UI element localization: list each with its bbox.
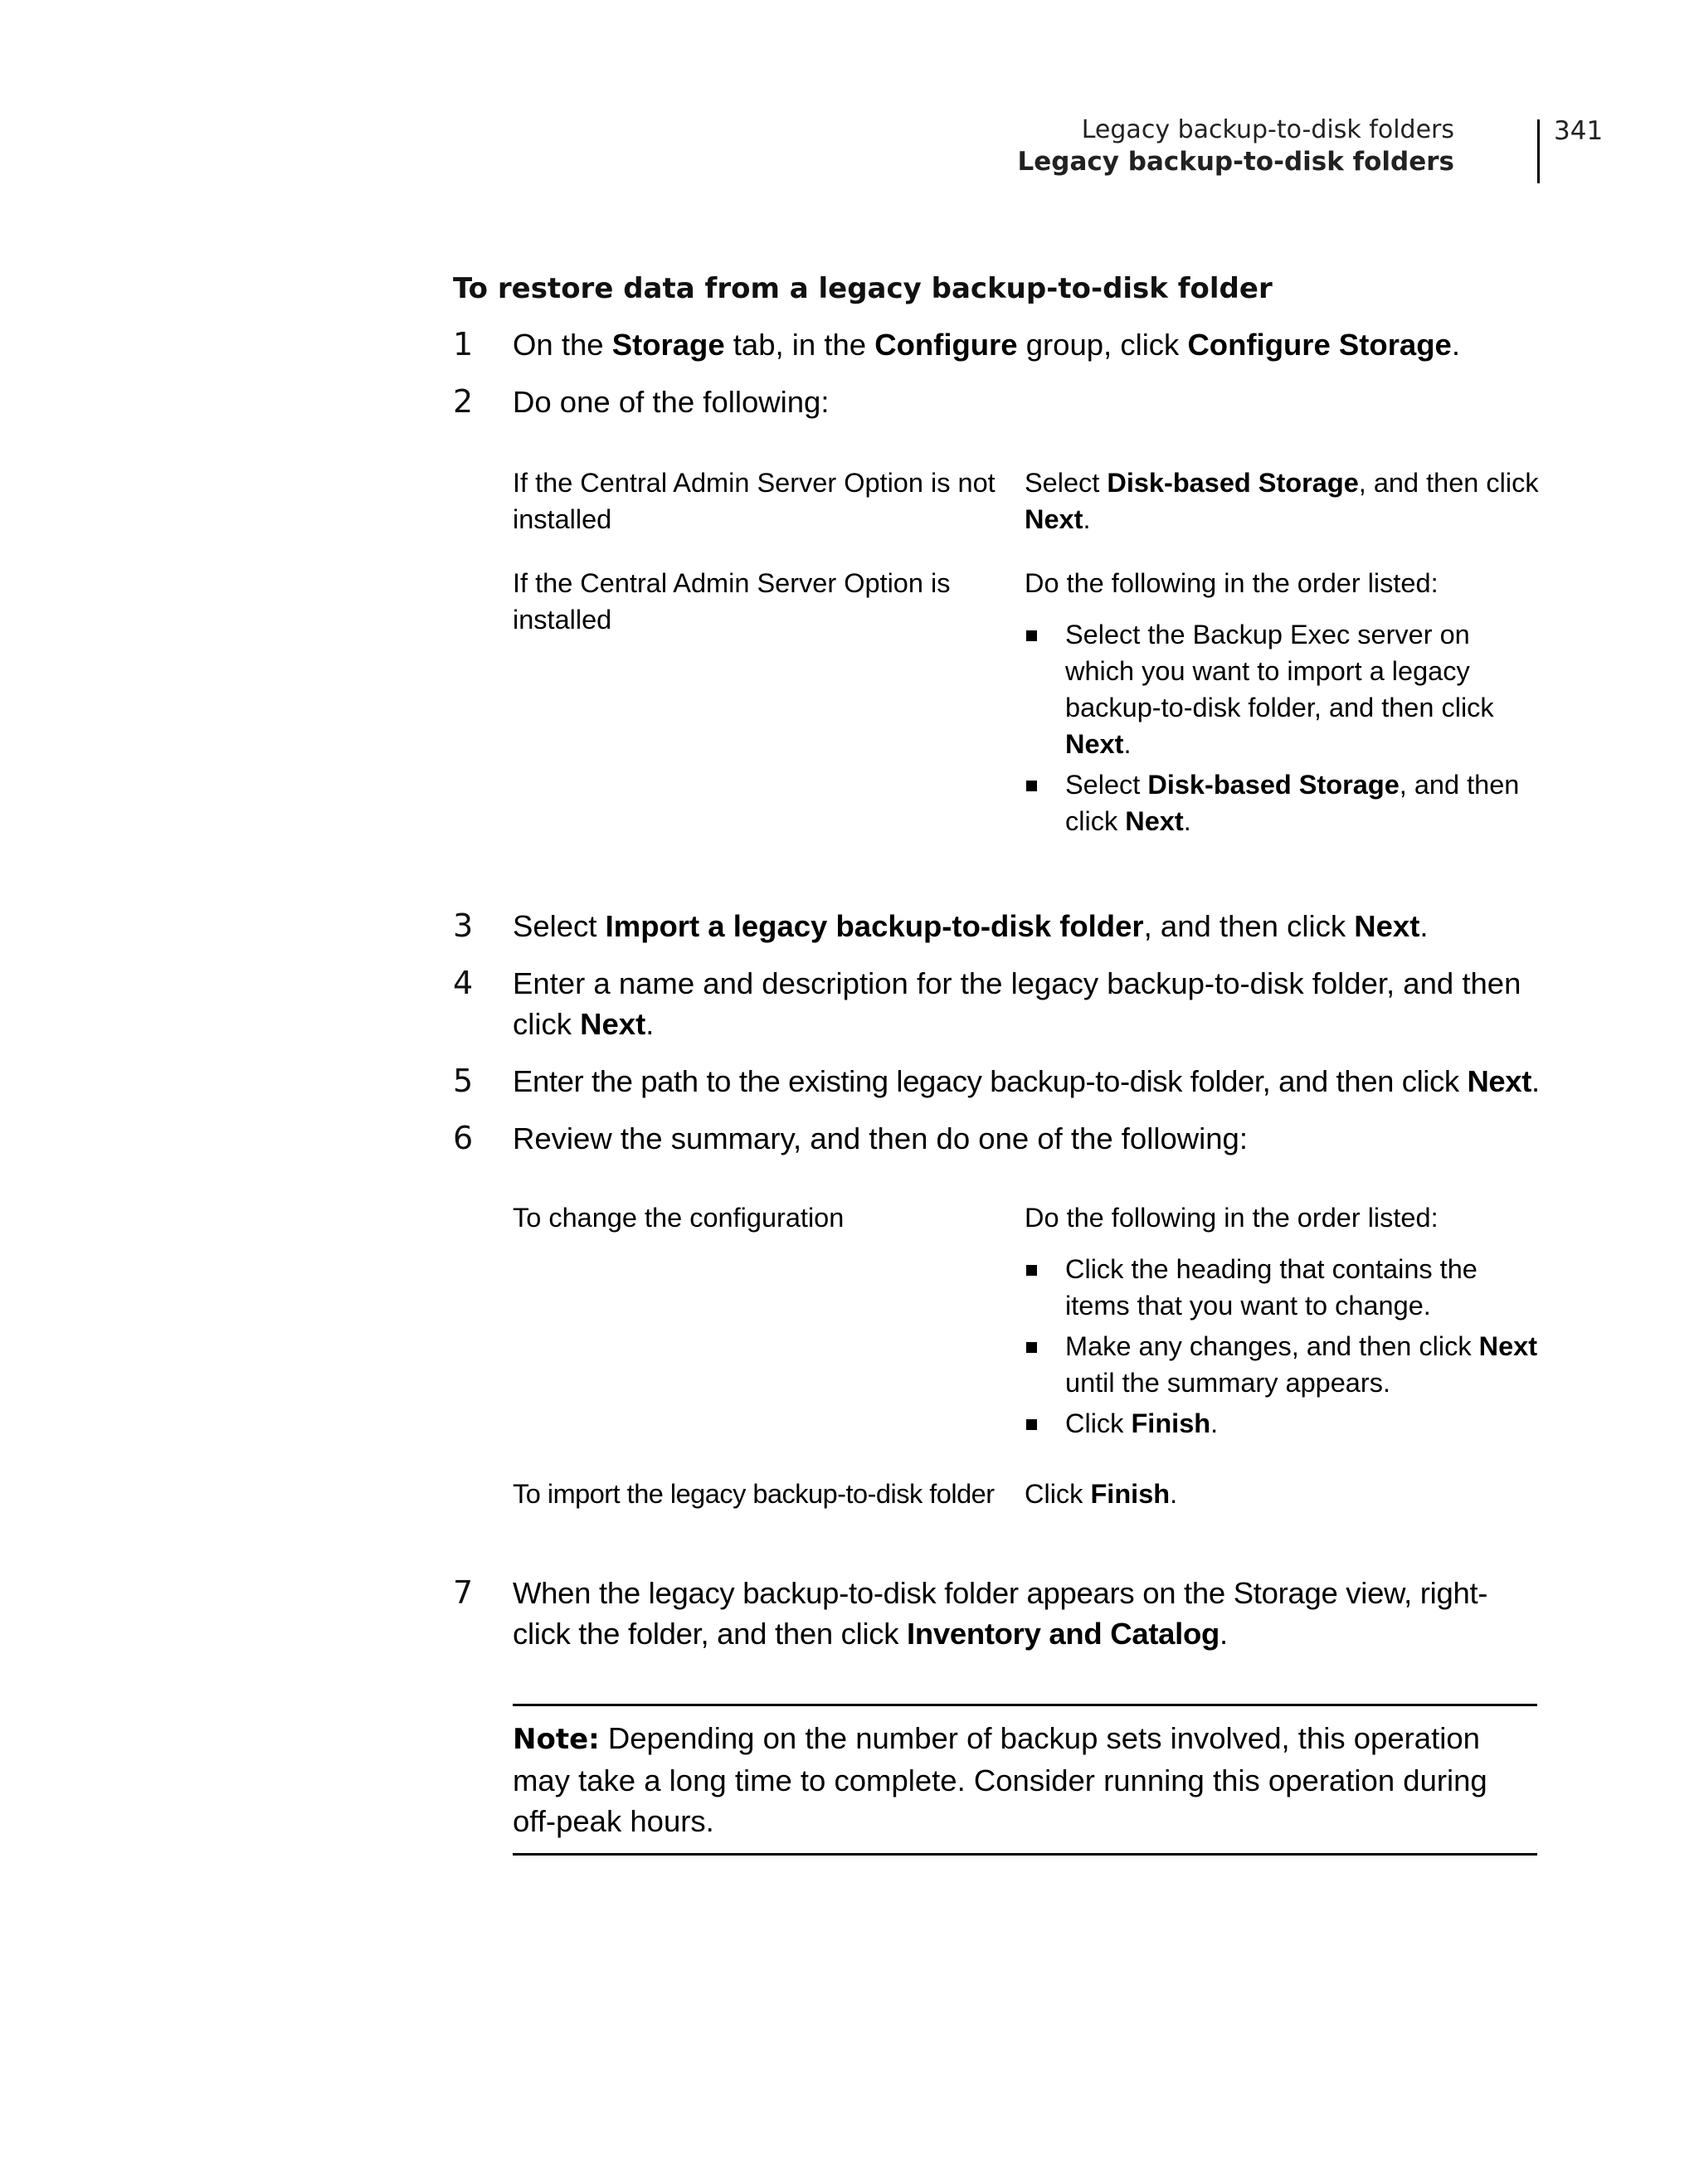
bullet-square-icon [1026,1342,1037,1353]
option-action: Click Finish. [1025,1479,1178,1509]
option-condition: To change the configuration [513,1203,845,1233]
step-3 [453,906,1540,946]
step-6 [453,1118,1540,1159]
step-text: When the legacy backup-to-disk folder appears on the Storage view, right-click the folder, and then click Inventory and Catalog. [513,1576,1488,1651]
bullet-square-icon [1026,1265,1037,1276]
chapter-title: Legacy backup-to-disk folders [1081,115,1454,144]
option-condition: To import the legacy backup-to-disk folder [513,1479,995,1509]
bullet-square-icon [1026,1419,1037,1430]
step-text: On the Storage tab, in the Configure group, click Configure Storage. [513,328,1460,362]
running-header [874,114,1454,178]
step-number: 3 [453,907,474,944]
procedure-title: To restore data from a legacy backup-to-disk folder [453,272,1273,305]
action-intro: Do the following in the order listed: [1025,568,1439,598]
option-condition: If the Central Admin Server Option is installed [513,568,951,635]
header-divider [1537,119,1540,183]
bullet-list [1025,616,1539,839]
step-text: Enter a name and description for the legacy backup-to-disk folder, and then click Next. [513,966,1521,1041]
step-number: 4 [453,965,474,1001]
bullet-item: Select Disk-based Storage, and then click Next. [1025,766,1539,839]
step-text: Enter the path to the existing legacy backup-to-disk folder, and then click Next. [513,1064,1540,1098]
bullet-item: Click the heading that contains the items that you want to change. [1025,1251,1539,1324]
step-number: 6 [453,1120,474,1156]
bullet-square-icon [1026,630,1037,641]
bullet-item: Make any changes, and then click Next until the summary appears. [1025,1328,1539,1401]
step-number: 1 [453,326,474,362]
note-label: Note: [513,1723,600,1756]
step-text: Review the summary, and then do one of the following: [513,1121,1248,1155]
note-body [513,1706,1537,1853]
page-number: 341 [1554,116,1604,146]
step-4 [453,963,1540,1044]
note-box [513,1704,1537,1856]
step-text: Select Import a legacy backup-to-disk folder, and then click Next. [513,909,1429,943]
bullet-item: Click Finish. [1025,1405,1539,1442]
step-number: 2 [453,383,474,420]
action-intro: Do the following in the order listed: [1025,1203,1439,1233]
step-2 [453,382,1540,422]
step-text: Do one of the following: [513,385,830,419]
section-title: Legacy backup-to-disk folders [1017,147,1454,177]
note-text: Depending on the number of backup sets involved, this operation may take a long time to complete. Consider running this operation during off-peak hours. [513,1721,1487,1838]
step-number: 5 [453,1063,474,1099]
option-action [1025,1199,1539,1446]
option-condition: If the Central Admin Server Option is not installed [513,468,996,534]
step-7 [453,1573,1540,1654]
step-number: 7 [453,1574,474,1611]
step-1 [453,324,1540,365]
bullet-list [1025,1251,1539,1442]
option-action [1025,565,1539,844]
bullet-square-icon [1026,781,1037,791]
bullet-item: Select the Backup Exec server on which you want to import a legacy backup-to-disk folder, and then click Next. [1025,616,1539,762]
note-bottom-rule [513,1853,1537,1856]
option-action: Select Disk-based Storage, and then click Next. [1025,468,1539,534]
step-5 [453,1061,1540,1102]
